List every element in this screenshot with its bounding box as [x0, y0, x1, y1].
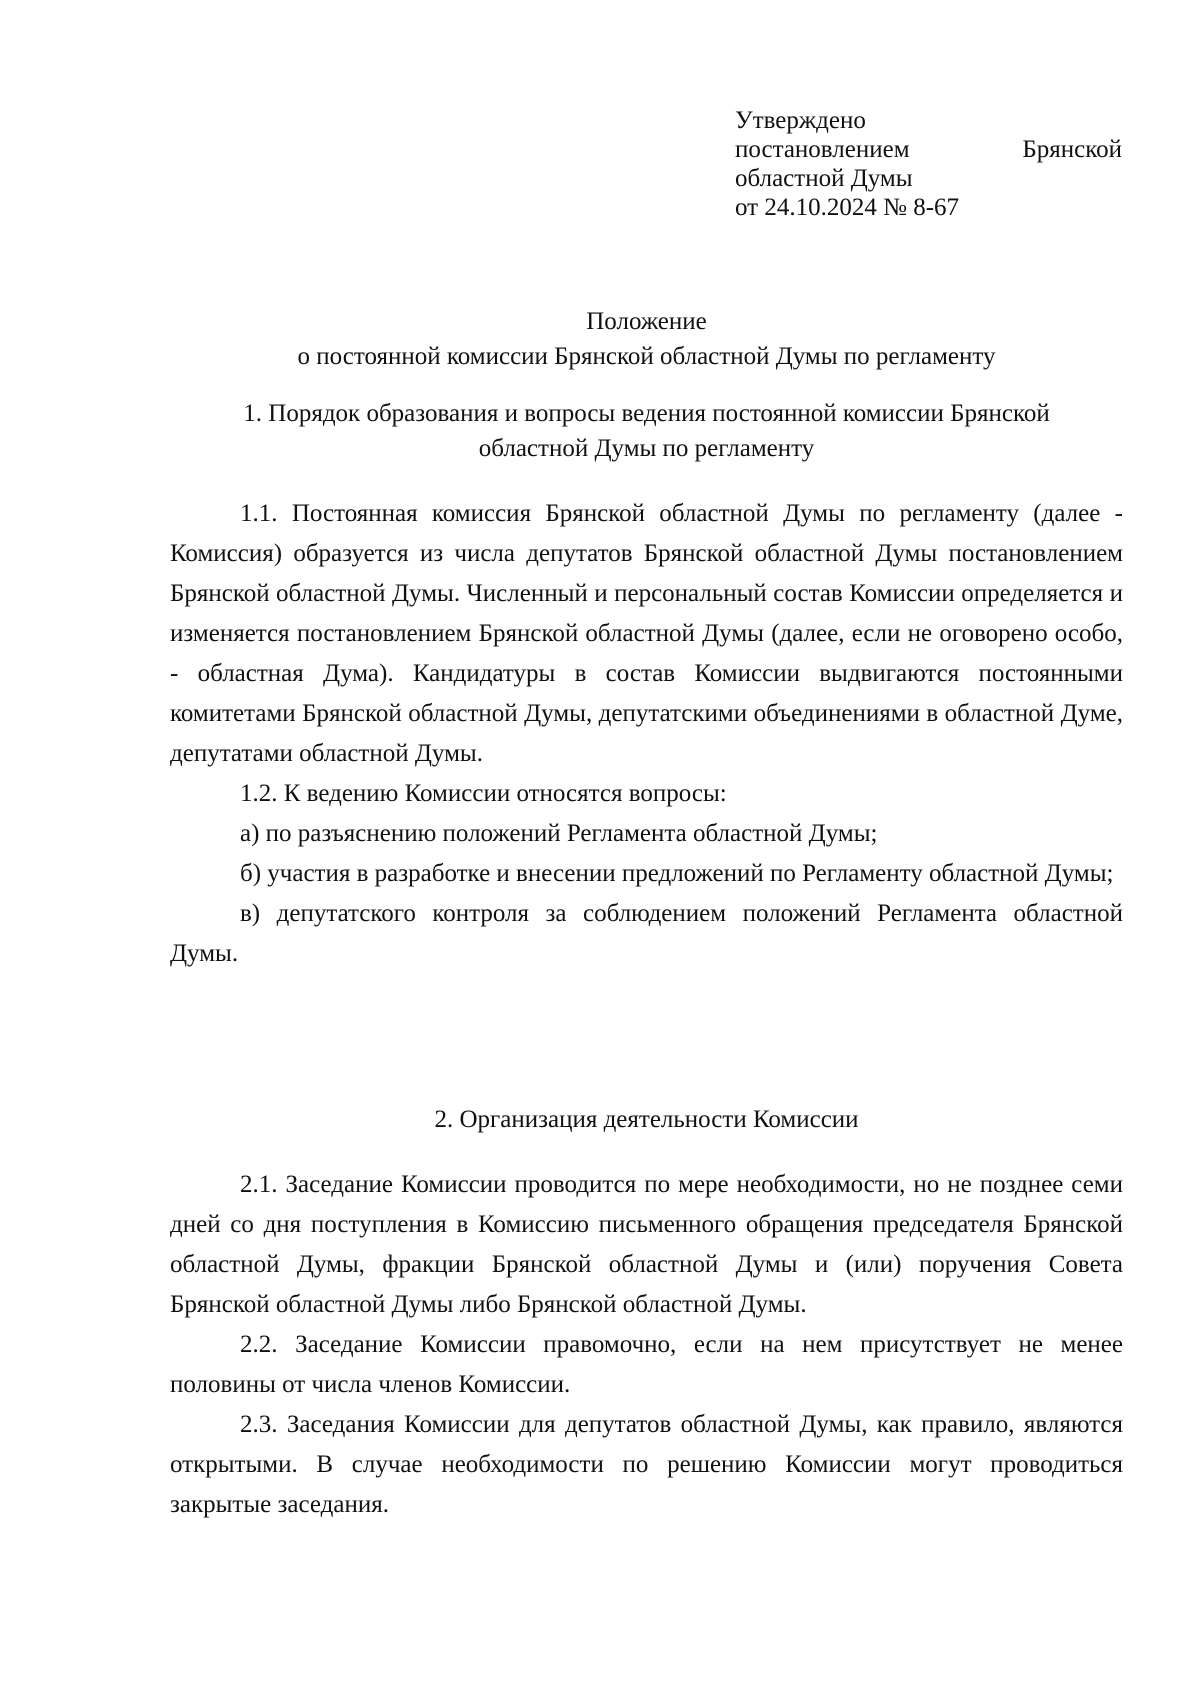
list-item-a: а) по разъяснению положений Регламента областной Думы;	[240, 820, 878, 847]
paragraph-1-2: 1.2. К ведению Комиссии относятся вопросы:	[240, 780, 727, 807]
document-title-line-1: Положение	[586, 308, 707, 335]
section-2-body	[170, 1165, 1123, 1525]
section-1-body	[170, 494, 1123, 974]
paragraph-2-2: 2.2. Заседание Комиссии правомочно, если на нем присутствует не менее половины от числа членов Комиссии.	[170, 1331, 1123, 1398]
section-2-heading	[170, 1102, 1123, 1137]
section-1-heading	[170, 396, 1123, 466]
section-1-heading-line-2: областной Думы по регламенту	[478, 435, 815, 462]
list-item-b: б) участия в разработке и внесении предложений по Регламенту областной Думы;	[240, 860, 1114, 887]
approval-line-2-left: постановлением	[735, 136, 910, 163]
document-title-line-2: о постоянной комиссии Брянской областной Думы по регламенту	[297, 343, 996, 370]
section-2-heading-line: 2. Организация деятельности Комиссии	[434, 1106, 859, 1133]
paragraph-2-1: 2.1. Заседание Комиссии проводится по мере необходимости, но не позднее семи дней со дня поступления в Комиссию письменного обращения председателя Брянской областной Думы, фракции Брянской областной Думы и (или) поручения Совета Брянской областной Думы либо Брянской областной Думы.	[170, 1171, 1123, 1318]
approval-line-1: Утверждено	[735, 107, 866, 134]
approval-line-3: областной Думы	[735, 165, 913, 192]
approval-stamp	[735, 106, 1122, 222]
list-item-v: в) депутатского контроля за соблюдением положений Регламента областной Думы.	[170, 900, 1123, 967]
paragraph-2-3: 2.3. Заседания Комиссии для депутатов областной Думы, как правило, являются открытыми. В случае необходимости по решению Комиссии могут проводиться закрытые заседания.	[170, 1411, 1123, 1518]
approval-line-2-right: Брянской	[1022, 136, 1122, 163]
approval-line-4: от 24.10.2024 № 8-67	[735, 194, 960, 221]
approval-line-2	[735, 135, 1122, 164]
paragraph-1-1: 1.1. Постоянная комиссия Брянской областной Думы по регламенту (далее - Комиссия) образуется из числа депутатов Брянской областной Думы постановлением Брянской областной Думы. Численный и персональный состав Комиссии определяется и изменяется постановлением Брянской областной Думы (далее, если не оговорено особо, - областная Дума). Кандидатуры в состав Комиссии выдвигаются постоянными комитетами Брянской областной Думы, депутатскими объединениями в областной Думе, депутатами областной Думы.	[170, 500, 1123, 767]
section-1-heading-line-1: 1. Порядок образования и вопросы ведения постоянной комиссии Брянской	[243, 400, 1050, 427]
document-title	[170, 304, 1123, 374]
